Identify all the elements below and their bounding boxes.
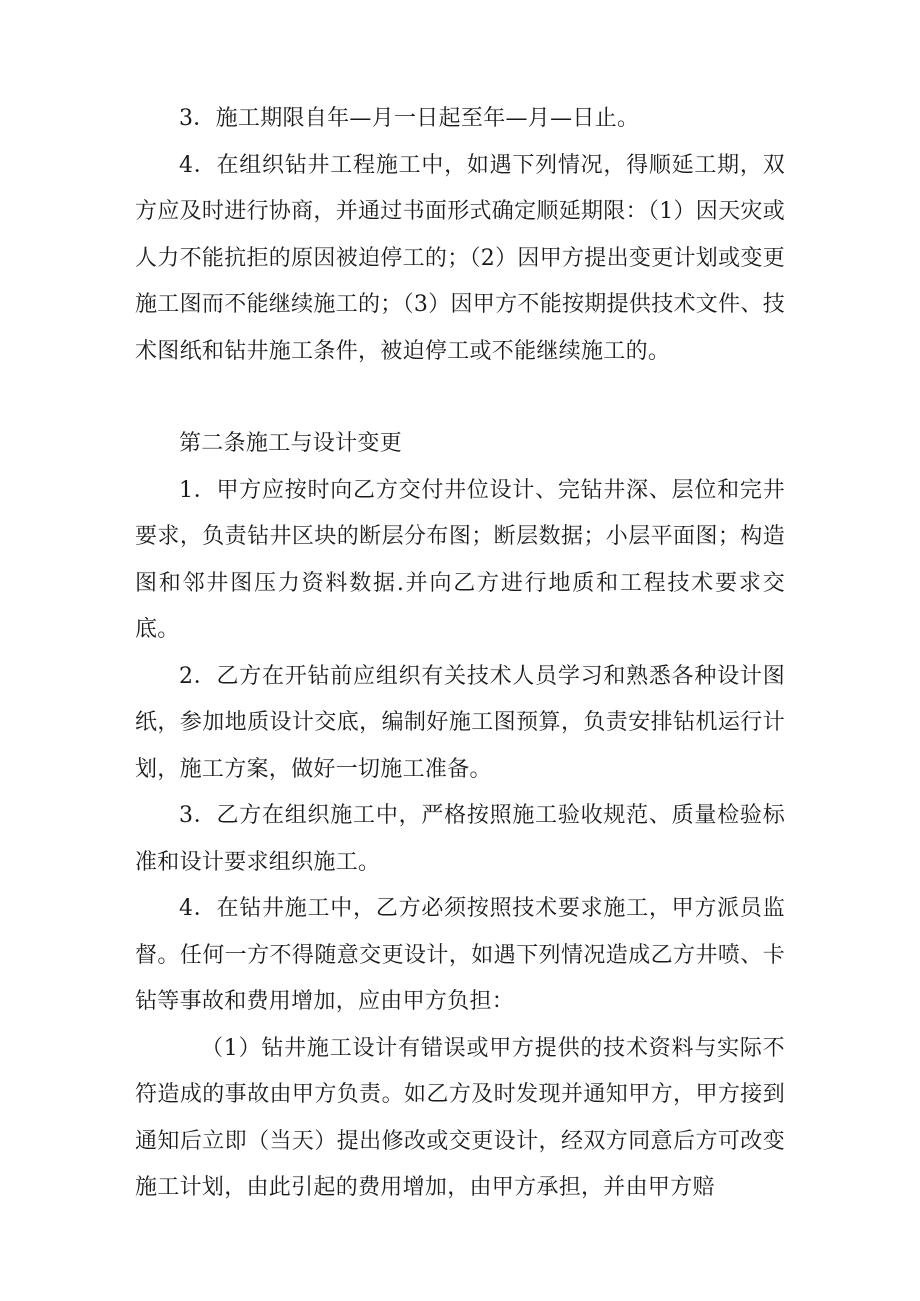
clause-2-item-2: 2．乙方在开钻前应组织有关技术人员学习和熟悉各种设计图纸，参加地质设计交底，编制好施工图预算，负责安排钻机运行计划，施工方案，做好一切施工准备。 [135, 663, 785, 782]
clause-1-item-4: 4．在组织钻井工程施工中，如遇下列情况，得顺延工期，双方应及时进行协商，并通过书面形式确定顺延期限：（1）因天灾或人力不能抗拒的原因被迫停工的；（2）因甲方提出变更计划或变更施工图而不能继续施工的；（3）因甲方不能按期提供技术文件、技术图纸和钻井施工条件，被迫停工或不能继续施工的。 [135, 152, 785, 364]
clause-1-item-3: 3．施工期限自年—月一日起至年—月—日止。 [179, 106, 640, 131]
clause-2-item-4-sub-1: （1）钻井施工设计有错误或甲方提供的技术资料与实际不符造成的事故由甲方负责。如乙方及时发现并通知甲方，甲方接到通知后立即（当天）提出修改或交更设计，经双方同意后方可改变施工计划，由此引起的费用增加，由甲方承担，并由甲方赔 [135, 1035, 785, 1200]
section-heading: 第二条施工与设计变更 [179, 431, 403, 456]
clause-2-item-4: 4．在钻井施工中，乙方必须按照技术要求施工，甲方派员监督。任何一方不得随意交更设计，如遇下列情况造成乙方井喷、卡钻等事故和费用增加，应由甲方负担： [135, 896, 785, 1014]
section-spacer [135, 375, 785, 421]
clause-2-item-3: 3．乙方在组织施工中，严格按照施工验收规范、质量检验标准和设计要求组织施工。 [135, 803, 785, 875]
clause-2-item-1: 1．甲方应按时向乙方交付井位设计、完钻井深、层位和完井要求，负责钻井区块的断层分布图；断层数据；小层平面图；构造图和邻井图压力资料数据.并向乙方进行地质和工程技术要求交底。 [135, 477, 785, 642]
document-body [135, 96, 785, 1212]
